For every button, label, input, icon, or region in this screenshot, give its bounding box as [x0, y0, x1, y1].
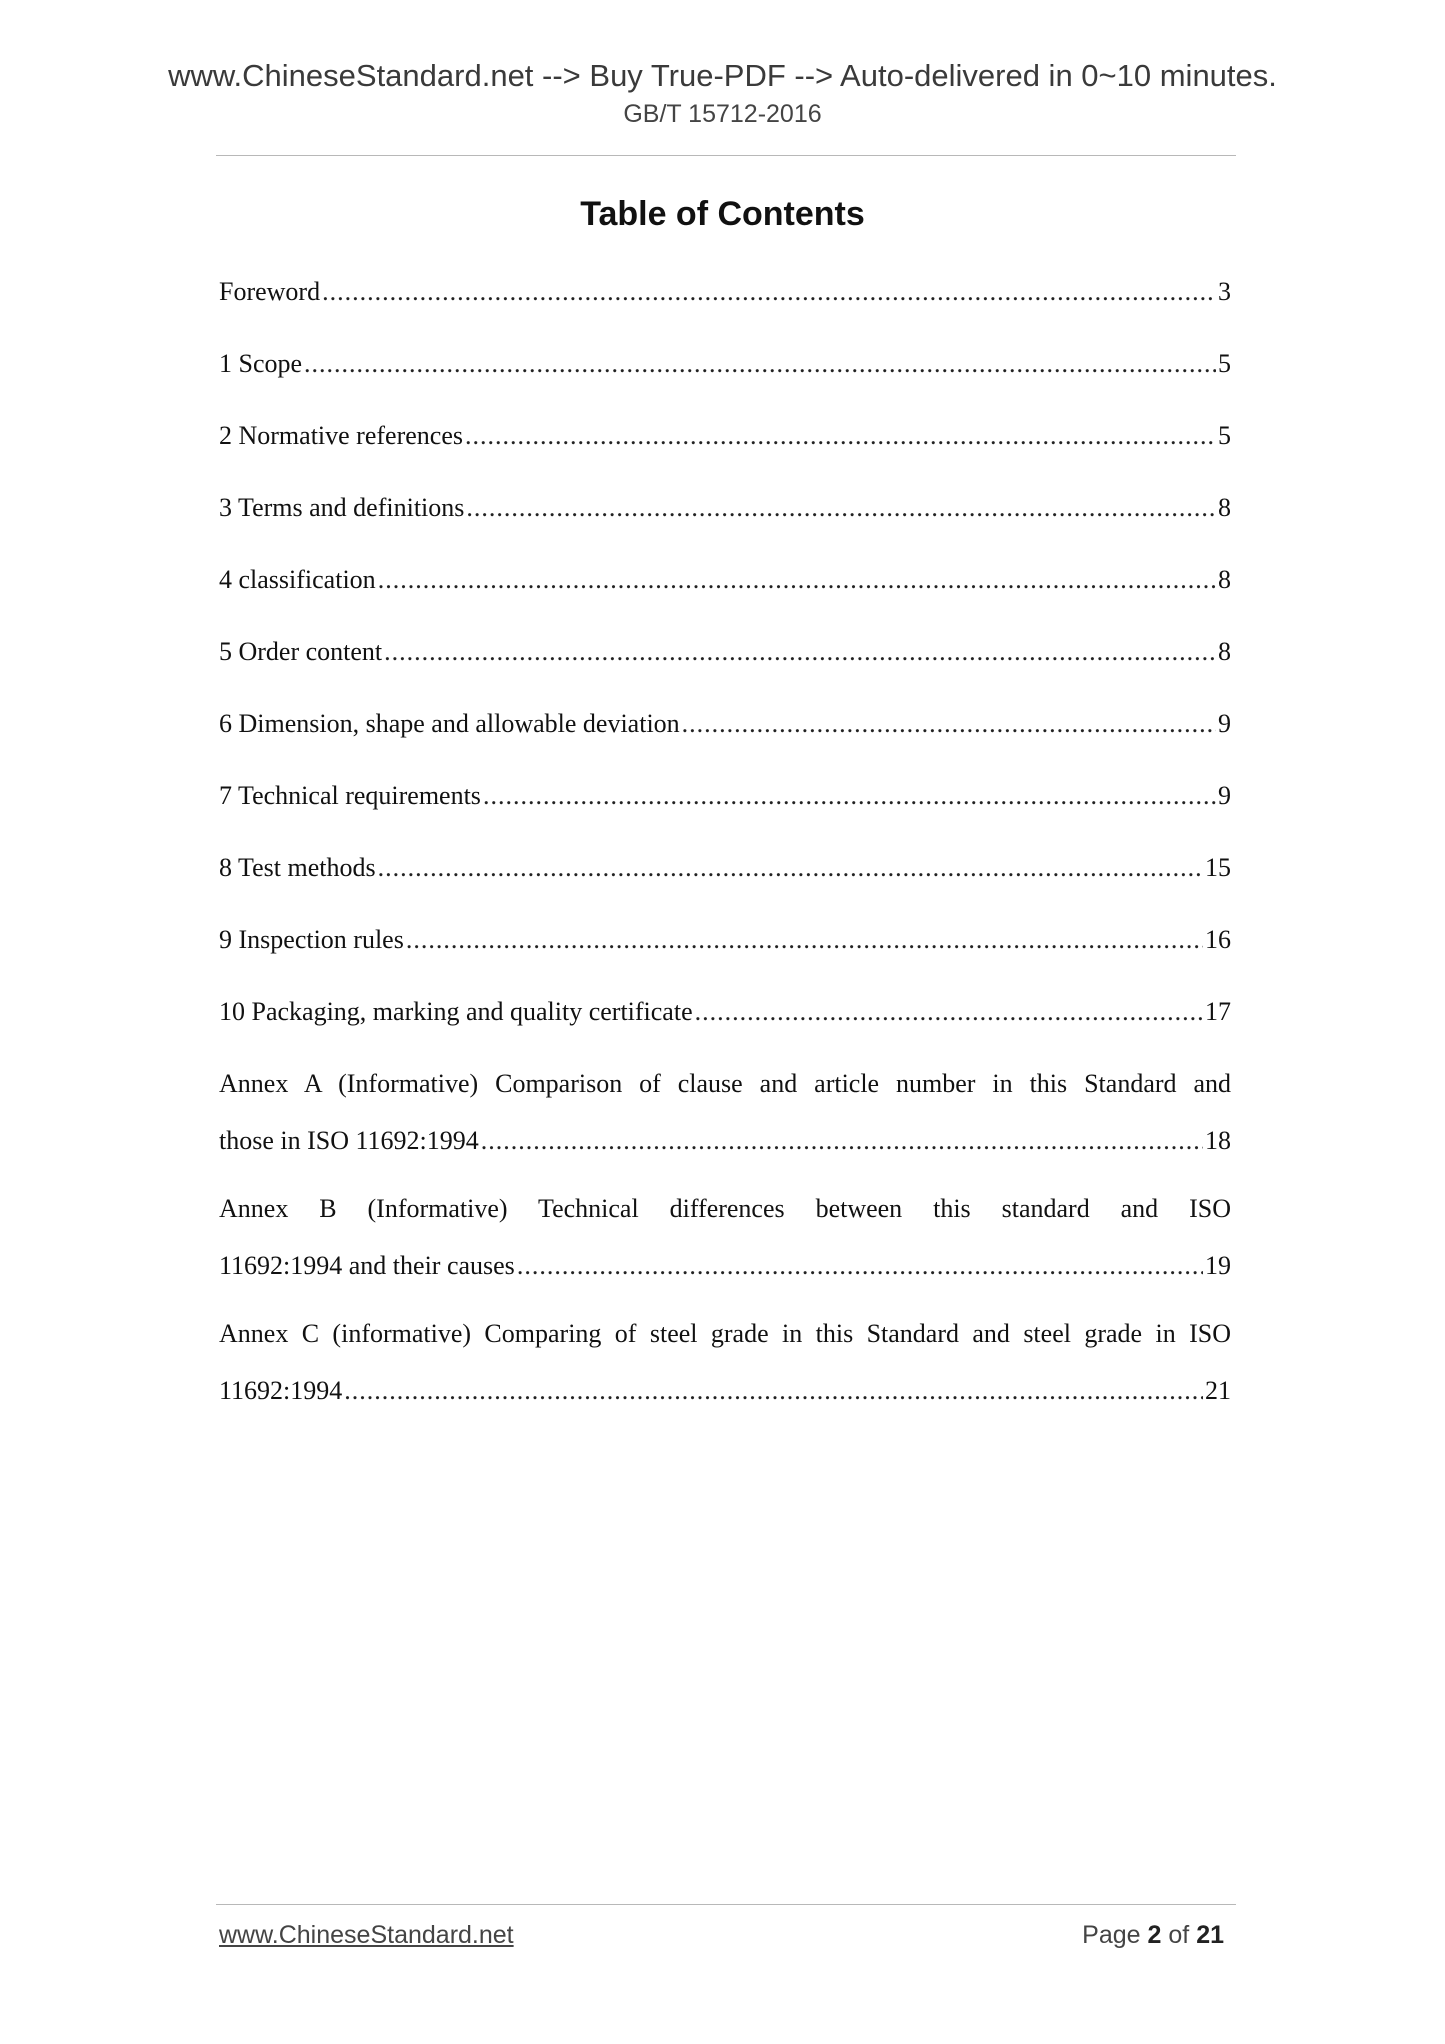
toc-leader-dots: [465, 415, 1216, 456]
footer-site-link[interactable]: www.ChineseStandard.net: [219, 1921, 514, 1949]
toc-entry-classification[interactable]: [219, 559, 1231, 600]
toc-leader-dots: [466, 487, 1216, 528]
toc-entry-test-methods[interactable]: [219, 847, 1231, 888]
toc-entry-label-line2: 11692:1994: [219, 1376, 343, 1405]
toc-entry-label: 8 Test methods: [219, 853, 376, 882]
toc-entry-page: 9: [1218, 781, 1231, 810]
toc-entry-scope[interactable]: [219, 343, 1231, 384]
toc-entry-page: 16: [1205, 925, 1231, 954]
toc-entry-order-content[interactable]: [219, 631, 1231, 672]
toc-entry-label: 5 Order content: [219, 637, 383, 666]
toc-entry-technical-requirements[interactable]: [219, 775, 1231, 816]
toc-entry-page: 9: [1218, 709, 1231, 738]
toc-entry-label: 9 Inspection rules: [219, 925, 404, 954]
toc-entry-label: Foreword: [219, 277, 321, 306]
toc-entry-terms-and-definitions[interactable]: [219, 487, 1231, 528]
toc-entry-label-line2: 11692:1994 and their causes: [219, 1251, 515, 1280]
page-current: 2: [1147, 1921, 1162, 1949]
toc-leader-dots: [378, 559, 1216, 600]
page-total: 21: [1196, 1921, 1224, 1949]
page-header: [0, 56, 1445, 132]
toc-leader-dots: [304, 343, 1216, 384]
toc-entry-page: 3: [1218, 277, 1231, 306]
toc-leader-dots: [695, 991, 1203, 1032]
footer-divider: [216, 1904, 1236, 1905]
toc-entry-normative-references[interactable]: [219, 415, 1231, 456]
toc-entry-page: 5: [1218, 349, 1231, 378]
toc-entry-annex-c[interactable]: [219, 1313, 1231, 1411]
toc-entry-page: 8: [1218, 493, 1231, 522]
toc-leader-dots: [344, 1370, 1203, 1411]
toc-entry-label-line1: Annex C (informative) Comparing of steel grade in this Standard and steel grade in ISO: [219, 1319, 1231, 1348]
toc-entry-page: 8: [1218, 565, 1231, 594]
toc-entry-label: 2 Normative references: [219, 421, 463, 450]
toc-entry-inspection-rules[interactable]: [219, 919, 1231, 960]
header-banner[interactable]: www.ChineseStandard.net --> Buy True-PDF --> Auto-delivered in 0~10 minutes.: [168, 58, 1277, 93]
toc-leader-dots: [481, 1120, 1203, 1161]
toc-entry-page: 17: [1205, 997, 1231, 1026]
toc-leader-dots: [322, 271, 1216, 312]
toc-entry-page: 15: [1205, 853, 1231, 882]
toc-entry-annex-b[interactable]: [219, 1188, 1231, 1286]
toc-entry-page: 5: [1218, 421, 1231, 450]
toc-leader-dots: [378, 847, 1203, 888]
toc-leader-dots: [483, 775, 1216, 816]
page-prefix: Page: [1082, 1921, 1141, 1949]
toc-entry-label: 3 Terms and definitions: [219, 493, 465, 522]
toc-leader-dots: [682, 703, 1216, 744]
toc-entry-label: 10 Packaging, marking and quality certificate: [219, 997, 693, 1026]
header-divider: [216, 155, 1236, 156]
toc-entry-label: 6 Dimension, shape and allowable deviation: [219, 709, 680, 738]
toc-entry-label: 7 Technical requirements: [219, 781, 481, 810]
toc-entry-label-line2: those in ISO 11692:1994: [219, 1126, 479, 1155]
page-of: of: [1168, 1921, 1190, 1949]
page-indicator: [1082, 1915, 1224, 1955]
page-footer: [219, 1915, 1224, 1955]
toc-entry-page: 18: [1205, 1126, 1231, 1155]
document-id: GB/T 15712-2016: [623, 100, 822, 128]
table-of-contents: [219, 271, 1231, 1438]
toc-entry-packaging-marking[interactable]: [219, 991, 1231, 1032]
toc-entry-page: 8: [1218, 637, 1231, 666]
toc-leader-dots: [384, 631, 1216, 672]
toc-entry-label: 1 Scope: [219, 349, 303, 378]
toc-leader-dots: [406, 919, 1203, 960]
toc-entry-foreword[interactable]: [219, 271, 1231, 312]
toc-entry-annex-a[interactable]: [219, 1063, 1231, 1161]
toc-entry-label-line1: Annex A (Informative) Comparison of clause and article number in this Standard and: [219, 1069, 1231, 1098]
toc-leader-dots: [517, 1245, 1203, 1286]
toc-entry-page: 19: [1205, 1251, 1231, 1280]
toc-entry-dimension-shape[interactable]: [219, 703, 1231, 744]
toc-title: Table of Contents: [580, 195, 865, 233]
toc-entry-label: 4 classification: [219, 565, 376, 594]
toc-entry-page: 21: [1205, 1376, 1231, 1405]
toc-entry-label-line1: Annex B (Informative) Technical differences between this standard and ISO: [219, 1194, 1231, 1223]
